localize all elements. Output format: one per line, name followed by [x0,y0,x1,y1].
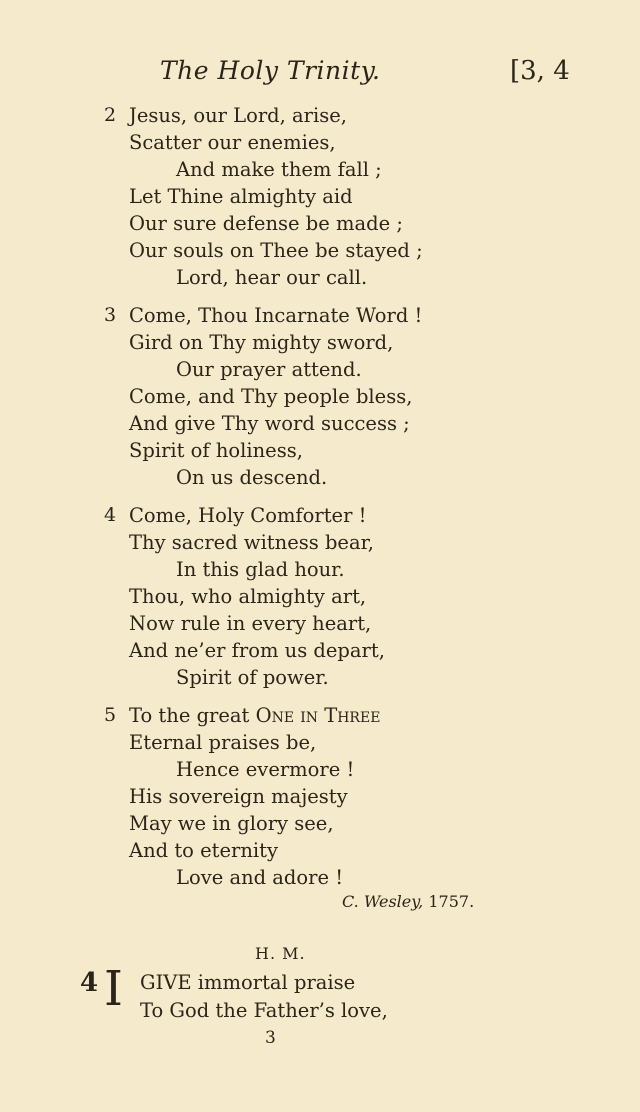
attribution-author: C. Wesley, [342,892,424,911]
page-number: 3 [265,1028,276,1048]
verse-line: And ne’er from us depart, [129,639,385,662]
verse-line: Come, Holy Comforter ! [129,504,367,527]
hymn-number: 4 [80,968,99,998]
verse-line: Jesus, our Lord, arise, [129,104,347,127]
verse-line: Let Thine almighty aid [129,185,353,208]
verse-line: Gird on Thy mighty sword, [129,331,394,354]
verse-number: 5 [104,704,117,726]
verse-line: Eternal praises be, [129,731,317,754]
verse-line-smallcaps: One in Three [255,704,381,727]
verse-line: Now rule in every heart, [129,612,372,635]
verse-line: GIVE immortal praise [140,971,356,994]
verse-line: Love and adore ! [176,866,344,889]
verse-line: Our prayer attend. [176,358,362,381]
verse-line: His sovereign majesty [129,785,348,808]
verse-line: Hence evermore ! [176,758,355,781]
verse-line: Lord, hear our call. [176,266,368,289]
verse-line: May we in glory see, [129,812,334,835]
hymn-range: [3, 4 [510,56,570,86]
verse-line: Thy sacred witness bear, [129,531,374,554]
verse-line: Spirit of power. [176,666,329,689]
hymn-4-opening [140,969,388,1025]
verse-line: Thou, who almighty art, [129,585,367,608]
verse-line-text: To the great [129,704,256,727]
verse-line: Scatter our enemies, [129,131,336,154]
verse-line [129,702,529,729]
verse-line: In this glad hour. [176,558,345,581]
attribution-year: 1757. [428,892,475,911]
verse-line: Come, Thou Incarnate Word ! [129,304,423,327]
attribution [342,892,474,911]
verse-number: 3 [104,304,117,326]
meter-label: H. M. [255,944,306,963]
verse-number: 4 [104,504,117,526]
verse-number: 2 [104,104,117,126]
drop-cap: I [104,961,123,1017]
verse-line: And to eternity [129,839,278,862]
verse-line: And give Thy word success ; [129,412,410,435]
verse-line: On us descend. [176,466,328,489]
verse-line: To God the Father’s love, [140,999,388,1022]
verse-line: And make them fall ; [176,158,382,181]
verse-line: Spirit of holiness, [129,439,303,462]
verse-line: Come, and Thy people bless, [129,385,413,408]
verse-line: Our souls on Thee be stayed ; [129,239,423,262]
running-title: The Holy Trinity. [160,56,381,85]
verse-line: Our sure defense be made ; [129,212,403,235]
